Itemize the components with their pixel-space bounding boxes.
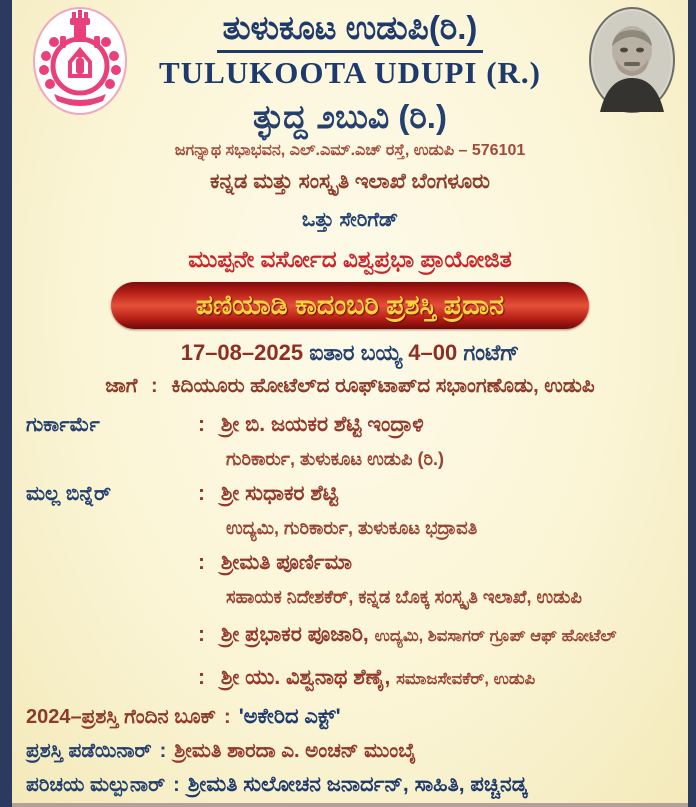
org-title-tulu-script: ತ್ಳುದ್ದ ೨ಬುವಿ (ರಿ.) <box>253 98 447 135</box>
org-title-kannada <box>162 8 538 53</box>
guest-row-guest-3 <box>26 614 674 657</box>
award-book-label: 2024–ಪ್ರಶಸ್ತಿ ಗೆಂದಿನ ಬೂಕ್ <box>26 706 217 728</box>
org-address: ಜಗನ್ನಾಥ ಸಭಾಭವನ, ಎಲ್.ಎಮ್.ಎಚ್ ರಸ್ತೆ, ಉಡುಪಿ – 576101 <box>174 142 526 159</box>
guest-role-label: ಮಲ್ಲ ಬಿನ್ನೆರ್ <box>26 483 112 505</box>
colon: : <box>198 551 205 574</box>
introducer-name: ಶ್ರೀಮತಿ ಸುಲೋಚನ ಜನಾರ್ದನ್, ಸಾಹಿತಿ, ಪಚ್ಚಿನಡ್ಕ <box>187 773 528 796</box>
venue-colon: : <box>150 375 158 397</box>
guest-row-guest-4 <box>26 657 674 700</box>
venue-line <box>12 371 688 401</box>
awardee-row <box>12 734 688 768</box>
guest-name-text: ಶ್ರೀ ಬಿ. ಜಯಕರ ಶೆಟ್ಟಿ ಇಂದ್ರಾಳಿ <box>220 413 424 436</box>
org-title-kannada-text: ತುಳುಕೂಟ ಉಡುಪಿ(ರಿ.) <box>217 8 484 53</box>
department-line: ಕನ್ನಡ ಮತ್ತು ಸಂಸ್ಕೃತಿ ಇಲಾಖೆ ಬೆಂಗಳೂರು <box>210 170 490 193</box>
organization-emblem-logo <box>32 6 128 116</box>
guest-list <box>12 407 688 700</box>
guest-designation: ಉದ್ಯಮಿ, ಗುರಿಕಾರ್ರು, ತುಳುಕೂಟ ಭದ್ರಾವತಿ <box>226 518 478 538</box>
guest-name-text: ಶ್ರೀ ಯು. ವಿಶ್ವನಾಥ ಶೆಣೈ, <box>220 666 391 689</box>
portrait-photo-icon <box>586 6 678 118</box>
colon: : <box>173 774 180 796</box>
awardee-label: ಪ್ರಶಸ್ತಿ ಪಡೆಯಿನಾರ್ <box>26 740 152 762</box>
colon: : <box>198 413 205 436</box>
introducer-row <box>12 768 688 802</box>
event-datetime <box>12 338 688 368</box>
colon: : <box>198 666 205 689</box>
guest-name-text: ಶ್ರೀಮತಿ ಪೂರ್ಣಿಮಾ <box>220 551 353 574</box>
colon: : <box>224 706 231 728</box>
guest-name-text: ಶ್ರೀ ಪ್ರಭಾಕರ ಪೂಜಾರಿ, <box>220 623 369 646</box>
colon: : <box>198 623 205 646</box>
guest-designation-inline: ಸಮಾಜಸೇವಕೆರ್, ಉಡುಪಿ <box>396 670 536 688</box>
guest-name <box>198 476 338 512</box>
event-time-suffix: ಗಂಟೆಗ್ <box>463 340 520 365</box>
temple-emblem-icon <box>32 6 128 116</box>
guest-row-president <box>26 407 674 443</box>
colon: : <box>159 740 167 762</box>
guest-name <box>198 657 535 700</box>
introducer-label: ಪರಿಚಯ ಮಲ್ಪುನಾರ್ <box>26 774 166 796</box>
org-title-english: TULUKOOTA UDUPI (R.) <box>159 55 541 90</box>
guest-role-label: ಗುರ್ಕಾರ್ಮೆ <box>26 414 100 436</box>
event-day-words: ಐತಾರ ಬಯ್ಯ <box>309 340 403 365</box>
venue-label: ಜಾಗೆ <box>105 375 138 397</box>
guest-designation: ಗುರಿಕಾರ್ರು, ತುಳುಕೂಟ ಉಡುಪಿ (ರಿ.) <box>226 449 444 469</box>
venue-value: ಕಿದಿಯೂರು ಹೋಟೆಲ್‌ದ ರೂಫ್‌ಟಾಪ್‌ದ ಸಭಾಂಗಣೊಡು, ಉಡುಪಿ <box>171 375 595 397</box>
award-book-title: 'ಅಕೇರಿದ ಎಕ್ಟ್' <box>238 705 341 728</box>
event-date: 17–08–2025 <box>180 340 304 365</box>
colon: : <box>198 482 205 505</box>
collaboration-line: ಒತ್ತು ಸೇರಿಗೆಡ್ <box>301 209 399 231</box>
award-book-row <box>12 700 688 734</box>
guest-name <box>198 614 617 657</box>
event-time: 4–00 <box>408 340 458 365</box>
guest-designation: ಸಹಾಯಕ ನಿದೇಶಕೆರ್, ಕನ್ನಡ ಬೊಕ್ಕ ಸಂಸ್ಕೃತಿ ಇಲಾಖೆ, ಉಡುಪಿ <box>226 587 582 607</box>
guest-name <box>198 545 352 581</box>
guest-name <box>198 407 424 443</box>
award-title-text: ಪಣಿಯಾಡಿ ಕಾದಂಬರಿ ಪ್ರಶಸ್ತಿ ಪ್ರದಾನ <box>195 289 505 320</box>
guest-row-guest-2 <box>26 545 674 581</box>
award-title-banner <box>111 282 589 329</box>
guest-designation-inline: ಉದ್ಯಮಿ, ಶಿವಸಾಗರ್ ಗ್ರೂಪ್ ಆಫ್ ಹೋಟೆಲ್ <box>374 627 617 645</box>
awardee-name: ಶ್ರೀಮತಿ ಶಾರದಾ ಎ. ಅಂಚನ್ ಮುಂಬೈ <box>174 740 417 762</box>
guest-row-chief-guest <box>26 476 674 512</box>
founder-portrait-photo <box>586 6 678 118</box>
guest-name-text: ಶ್ರೀ ಸುಧಾಕರ ಶೆಟ್ಟಿ <box>220 482 338 505</box>
sponsor-line: ಮುಪ್ಪನೇ ವರ್ಸೋದ ವಿಶ್ವಪ್ರಭಾ ಪ್ರಾಯೋಜಿತ <box>188 246 512 272</box>
